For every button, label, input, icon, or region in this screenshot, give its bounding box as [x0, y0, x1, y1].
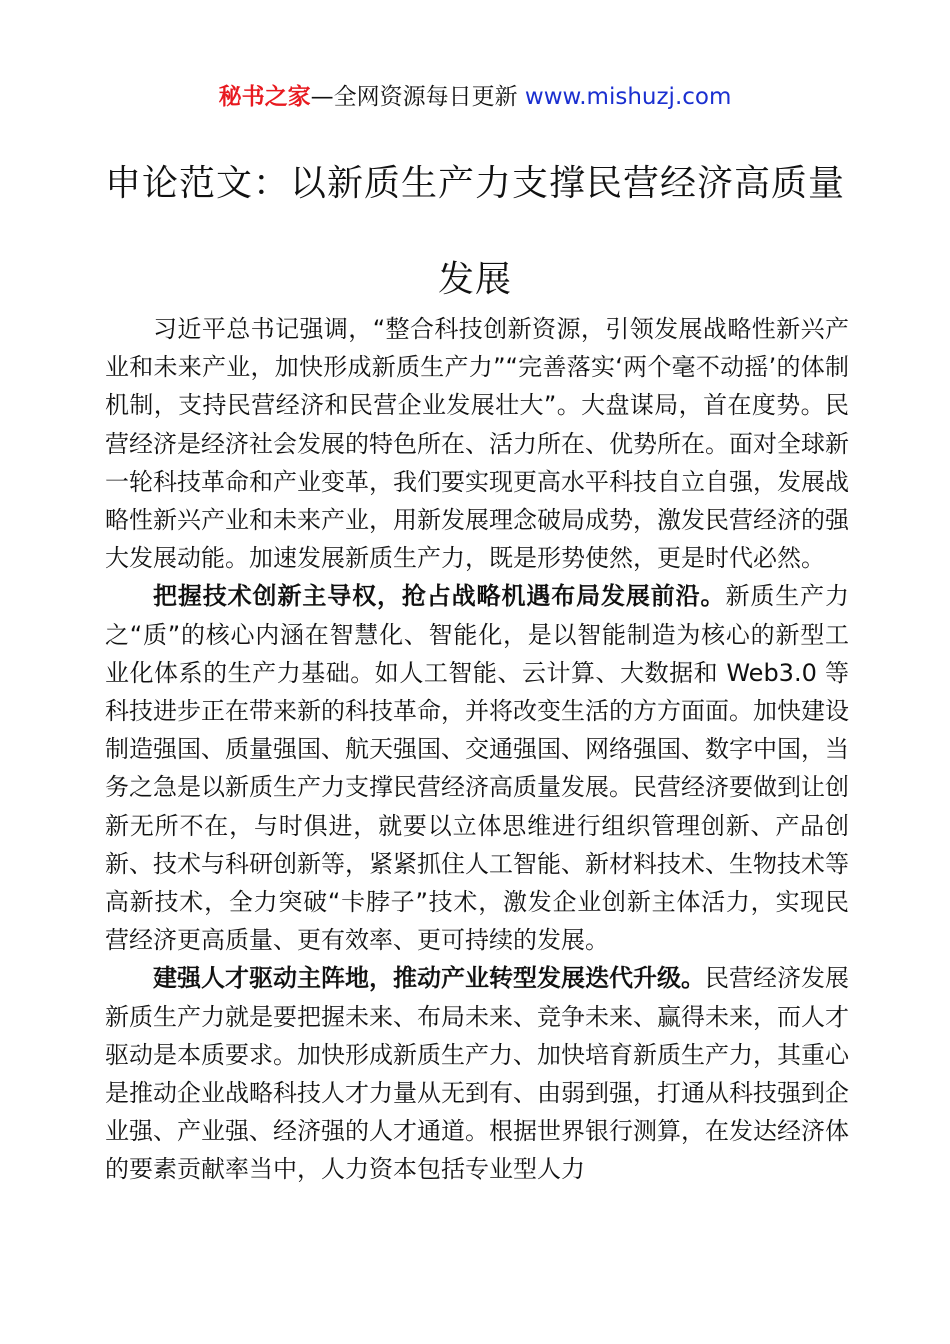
paragraph-lead: 建强人才驱动主阵地，推动产业转型发展迭代升级。	[153, 964, 705, 993]
paragraph-lead: 把握技术创新主导权，抢占战略机遇布局发展前沿。	[153, 582, 726, 611]
paragraph-text: 习近平总书记强调，“整合科技创新资源，引领发展战略性新兴产业和未来产业，加快形成新质生产力”“完善落实‘两个毫不动摇’的体制机制，支持民营经济和民营企业发展壮大”。大盘谋局，首在度势。民营经济是经济社会发展的特色所在、活力所在、优势所在。面对全球新一轮科技革命和产业变革，我们要实现更高水平科技自立自强，发展战略性新兴产业和未来产业，用新发展理念破局成势，激发民营经济的强大发展动能。加速发展新质生产力，既是形势使然，更是时代必然。	[105, 315, 849, 573]
header-tagline: —全网资源每日更新	[310, 84, 525, 110]
paragraph	[105, 310, 849, 577]
brand-name: 秘书之家	[218, 84, 311, 110]
site-header	[0, 80, 950, 114]
document-title: 申论范文：以新质生产力支撑民营经济高质量发展	[104, 163, 845, 300]
paragraph-text: 新质生产力之“质”的核心内涵在智慧化、智能化，是以智能制造为核心的新型工业化体系的生产力基础。如人工智能、云计算、大数据和 Web3.0 等科技进步正在带来新的科技革命，并将改变生活的方方面面。加快建设制造强国、质量强国、航天强国、交通强国、网络强国、数字中国，当务之急是以新质生产力支撑民营经济高质量发展。民营经济要做到让创新无所不在，与时俱进，就要以立体思维进行组织管理创新、产品创新、技术与科研创新等，紧紧抓住人工智能、新材料技术、生物技术等高新技术，全力突破“卡脖子”技术，激发企业创新主体活力，实现民营经济更高质量、更有效率、更可持续的发展。	[105, 582, 850, 955]
paragraph	[105, 577, 849, 959]
document-body	[105, 310, 849, 1189]
site-url-link[interactable]: www.mishuzj.com	[524, 84, 732, 110]
paragraph-text: 民营经济发展新质生产力就是要把握未来、布局未来、竞争未来、赢得未来，而人才驱动是本质要求。加快形成新质生产力、加快培育新质生产力，其重心是推动企业战略科技人才力量从无到有、由弱到强，打通从科技强到企业强、产业强、经济强的人才通道。根据世界银行测算，在发达经济体的要素贡献率当中，人力资本包括专业型人力	[105, 964, 849, 1184]
paragraph	[105, 959, 849, 1188]
